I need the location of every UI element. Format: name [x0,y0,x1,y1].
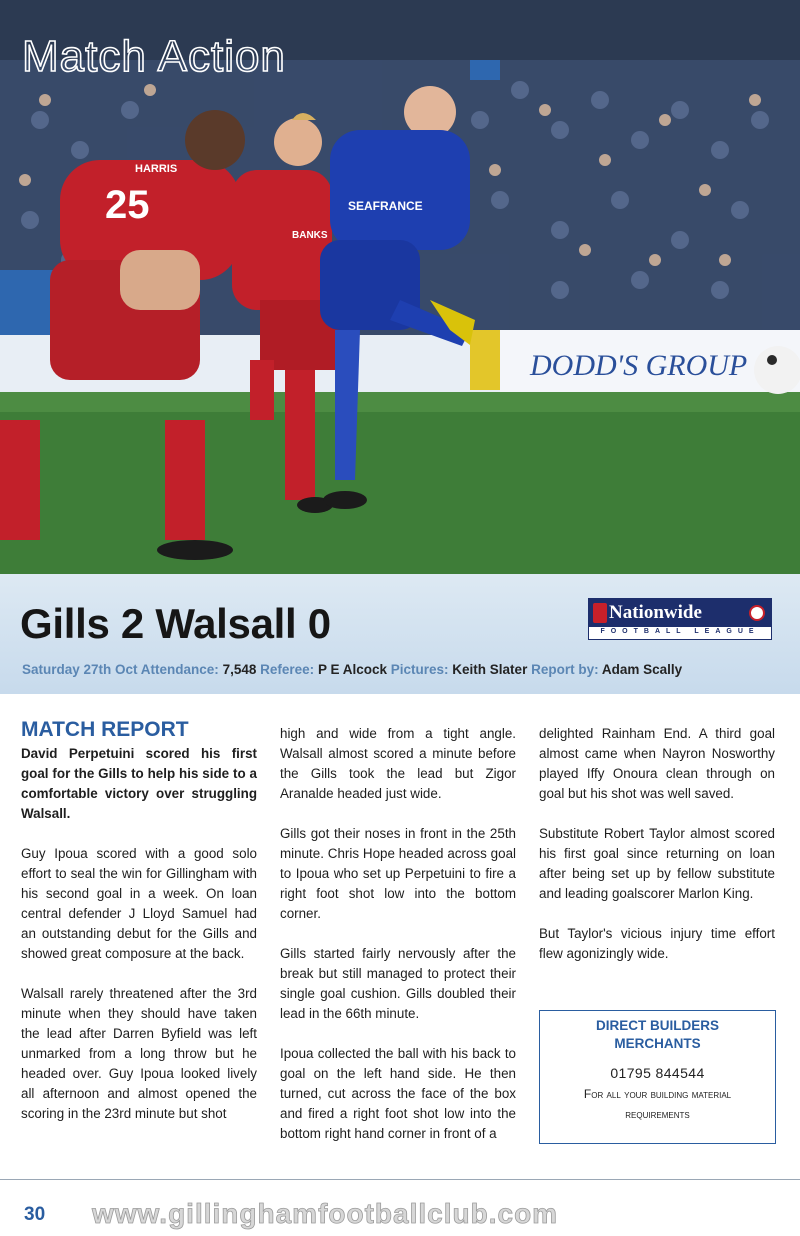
article-paragraph: Gills started fairly nervously after the break but still managed to protect their single goal cushion. Gills doubled their lead in the 66th minute. [280,946,516,1021]
footer-divider [0,1179,800,1180]
advert-line-1: For all your building material [583,1087,732,1101]
report-label: Report by: [531,662,599,677]
article-column-1 [21,718,257,1144]
advert-board-text: DODD'S GROUP [530,349,748,382]
advert-phone: 01795 844544 [610,1065,705,1081]
article-column-3 [539,724,775,984]
photo-section-title: Match Action [22,32,286,81]
pictures-value: Keith Slater [452,662,528,677]
article-paragraph: But Taylor's vicious injury time effort flew agonizingly wide. [539,926,775,961]
match-photo [0,0,800,574]
advert-title-line-2: MERCHANTS [614,1036,701,1051]
logo-ball-icon [749,605,765,621]
section-title: MATCH REPORT [21,718,189,741]
logo-subtitle: FOOTBALL LEAGUE [600,628,760,635]
article-paragraph: delighted Rainham End. A third goal almost came when Nayron Nosworthy played Iffy Onoura clean through on goal but his shot was well saved. [539,726,775,801]
match-photo-illustration [0,0,800,574]
advert-box [539,1010,776,1144]
pictures-label: Pictures: [390,662,449,677]
red-shirt-sponsor: BANKS [292,230,328,241]
shirt-number: 25 [105,183,150,227]
referee-label: Referee: [260,662,315,677]
match-date: Saturday 27th Oct [22,662,138,677]
attendance-label: Attendance: [140,662,219,677]
advert-title-line-1: DIRECT BUILDERS [595,1018,719,1033]
article-paragraph: Ipoua collected the ball with his back to goal on the left hand side. He then turned, cut across the face of the box and fired a right foot shot low into the bottom right hand corner in front of a [280,1046,516,1141]
club-website-url[interactable]: www.gillinghamfootballclub.com [92,1198,559,1229]
article-paragraph: high and wide from a tight angle. Walsall almost scored a minute before the Gills took the lead but Zigor Aranalde headed just wide. [280,726,516,801]
advert-line-2: requirements [625,1107,690,1121]
article-paragraph: Guy Ipoua scored with a good solo effort to seal the win for Gillingham with his second goal in a week. On loan central defender J Lloyd Samuel had an outstanding debut for the Gills and showed great composure at the back. [21,846,257,961]
referee-value: P E Alcock [317,662,387,677]
nationwide-league-logo [588,598,772,640]
report-value: Adam Scally [601,662,683,677]
attendance-value: 7,548 [222,662,257,677]
blue-shirt-sponsor: SEAFRANCE [348,199,423,213]
match-headline: Gills 2 Walsall 0 [20,600,331,647]
logo-name: Nationwide [609,602,702,623]
page-number: 30 [24,1204,46,1225]
article-column-2 [280,724,516,1164]
article-paragraph: Substitute Robert Taylor almost scored his first goal since returning on loan after being set up by fellow substitute and leading goalscorer Marlon King. [539,826,775,901]
match-meta [22,662,682,677]
article-paragraph: Gills got their noses in front in the 25th minute. Chris Hope headed across goal to Ipoua who set up Perpetuini to fire a right foot shot low into the bottom corner. [280,826,516,921]
article-paragraph: David Perpetuini scored his first goal for the Gills to help his side to a comfortable victory over struggling Walsall. [21,746,257,821]
shirt-name: HARRIS [135,163,178,175]
match-header [0,574,800,694]
football [754,346,800,394]
logo-badge-icon [593,603,607,623]
advert-title [540,1017,775,1053]
article-paragraph: Walsall rarely threatened after the 3rd minute when they should have taken the lead after Darren Byfield was left unmarked from a long throw but he headed over. Guy Ipoua looked lively all afternoon and almost opened the scoring in the 23rd minute but shot [21,986,257,1121]
